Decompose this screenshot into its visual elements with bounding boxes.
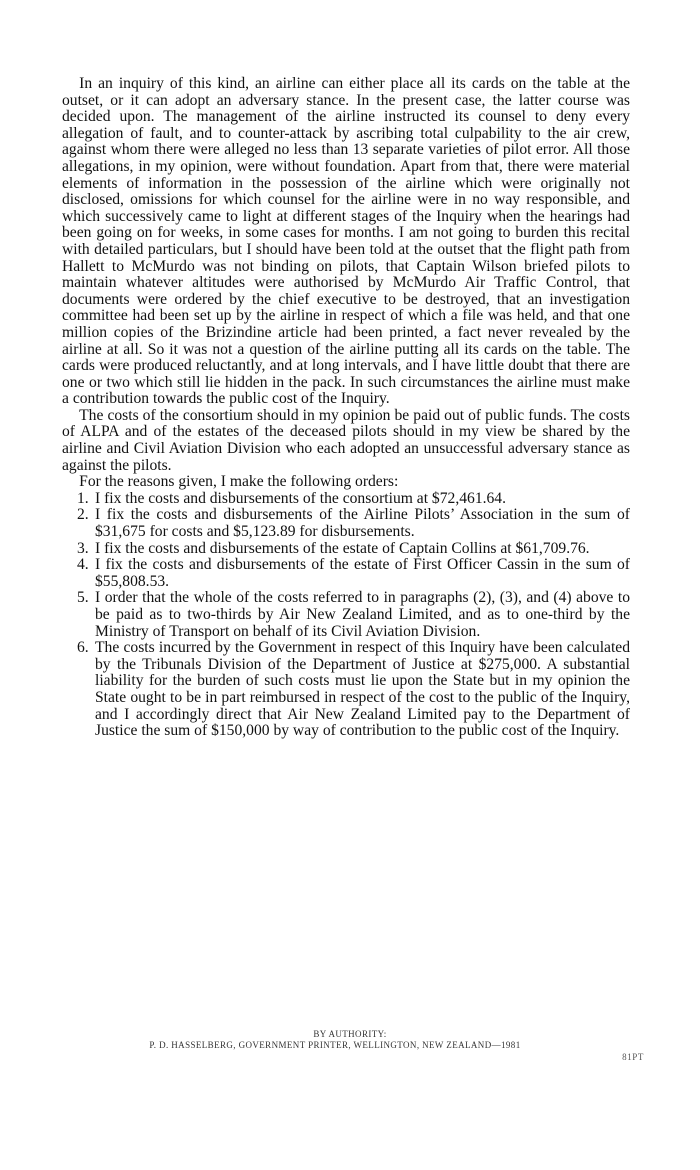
order-number: 3. xyxy=(77,539,89,557)
orders-intro: For the reasons given, I make the following orders: xyxy=(79,473,399,491)
orders-list xyxy=(62,491,630,740)
order-number: 4. xyxy=(77,556,89,574)
order-text: I fix the costs and disbursements of the estate of First Officer Cassin in the sum of $55,808.53. xyxy=(95,556,630,590)
paragraph-airline-stance: In an inquiry of this kind, an airline can either place all its cards on the table at the outset, or it can adopt an adversary stance. In the present case, the latter course was decided upon. The management of the airline instructed its counsel to deny every allegation of fault, and to counter-attack by ascribing total culpability to the air crew, against whom there were alleged no less than 13 separate varieties of pilot error. All those allegations, in my opinion, were without foundation. Apart from that, there were material elements of information in the possession of the airline which were originally not disclosed, omissions for which counsel for the airline were in no way responsible, and which successively came to light at different stages of the Inquiry when the hearings had been going on for weeks, in some cases for months. I am not going to burden this recital with detailed particulars, but I should have been told at the outset that the flight path from Hallett to McMurdo was not binding on pilots, that Captain Wilson briefed pilots to maintain whatever altitudes were authorised by McMurdo Air Traffic Control, that documents were ordered by the chief executive to be destroyed, that an investigation committee had been set up by the airline in respect of which a file was held, and that one million copies of the Brizindine article had been printed, a fact never revealed by the airline at all. So it was not a question of the airline putting all its cards on the table. The cards were produced reluctantly, and at long intervals, and I have little doubt that there are one or two which still lie hidden in the pack. In such circumstances the airline must make a contribution towards the public cost of the Inquiry. xyxy=(62,75,630,408)
order-text: I order that the whole of the costs referred to in paragraphs (2), (3), and (4) above to be paid as to two-thirds by Air New Zealand Limited, and as to one-third by the Ministry of Transport on behalf of its Civil Aviation Division. xyxy=(95,589,630,640)
order-item xyxy=(77,491,630,508)
order-text: The costs incurred by the Government in respect of this Inquiry have been calculated by the Tribunals Division of the Department of Justice at $275,000. A substantial liability for the burden of such costs must lie upon the State but in my opinion the State ought to be in part reimbursed in respect of the cost to the public of the Inquiry, and I accordingly direct that Air New Zealand Limited pay to the Department of Justice the sum of $150,000 by way of contribution to the public cost of the Inquiry. xyxy=(95,639,630,740)
order-number: 5. xyxy=(77,589,89,607)
order-text: I fix the costs and disbursements of the Airline Pilots’ Association in the sum of $31,675 for costs and $5,123.89 for disbursements. xyxy=(95,506,630,541)
order-number: 2. xyxy=(77,506,89,524)
order-item xyxy=(77,507,630,540)
printer-imprint xyxy=(0,1029,700,1051)
order-item xyxy=(77,640,630,740)
order-text: I fix the costs and disbursements of the consortium at $72,461.64. xyxy=(95,489,507,507)
order-text: I fix the costs and disbursements of the estate of Captain Collins at $61,709.76. xyxy=(95,539,590,557)
report-body xyxy=(62,76,630,740)
print-code: 81PT xyxy=(622,1052,644,1062)
order-item xyxy=(77,590,630,640)
imprint-printer: P. D. HASSELBERG, GOVERNMENT PRINTER, WELLINGTON, NEW ZEALAND—1981 xyxy=(149,1040,521,1050)
imprint-authority: BY AUTHORITY: xyxy=(313,1029,387,1039)
order-item xyxy=(77,557,630,590)
order-number: 1. xyxy=(77,489,89,507)
order-number: 6. xyxy=(77,639,89,657)
paragraph-costs-allocation: The costs of the consortium should in my opinion be paid out of public funds. The costs of ALPA and of the estates of the deceased pilots should in my view be shared by the airline and Civil Aviation Division who each adopted an unsuccessful adversary stance as against the pilots. xyxy=(62,406,630,474)
order-item xyxy=(77,541,630,558)
